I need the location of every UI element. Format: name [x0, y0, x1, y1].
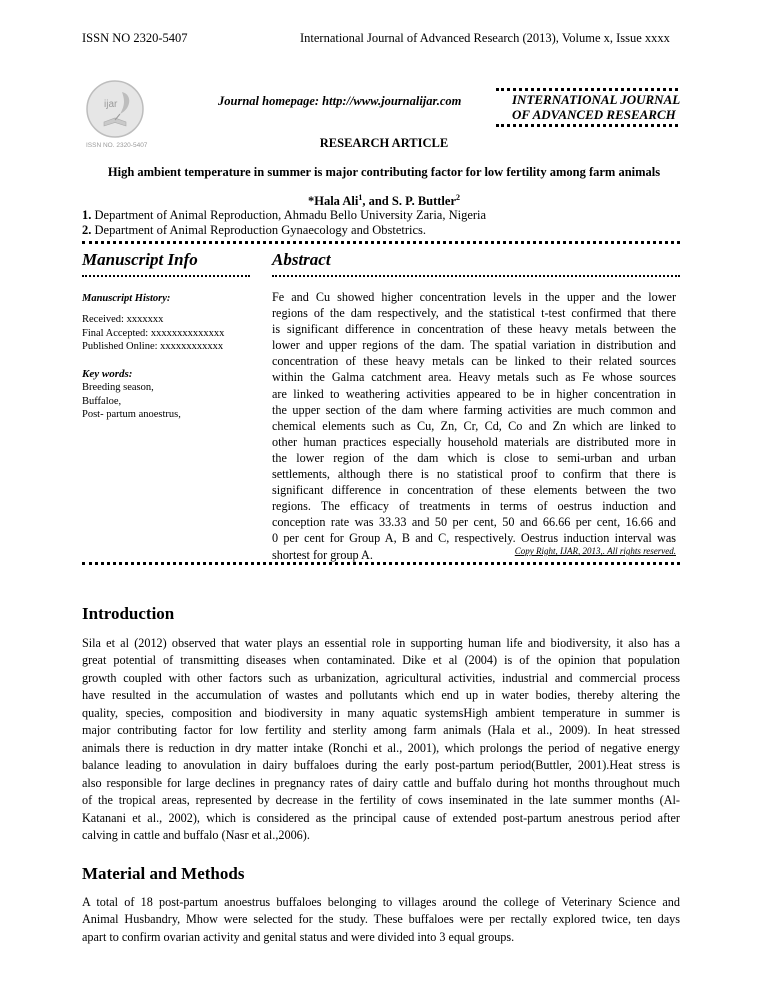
paragraph-line: Sila et al (2012) observed that water plays an essential role in supporting human life and biodiversity, it also has a [82, 636, 680, 650]
abstract-line: concentration of these heavy metals can be linked to their related sources [272, 354, 676, 369]
paragraph-line: have resulted in the accumulation of wastes and pollutants which end up in water bodies, thereby altering the [82, 688, 680, 703]
paragraph-line: of the tropical areas, represented by decrease in the fertility of cows inseminated in the late summer months (Al- [82, 793, 680, 808]
keyword: Buffaloe, [82, 395, 122, 407]
manuscript-history-label: Manuscript History: [82, 293, 171, 304]
paragraph-line: great potential of transmitting diseases when contaminated. Dike et al (2004) is of the opinion that population [82, 653, 680, 668]
logo-text: ijar [104, 99, 118, 110]
manuscript-history [82, 313, 224, 354]
abstract-rule [272, 275, 680, 277]
affiliation-1-text: Department of Animal Reproduction, Ahmadu Bello University Zaria, Nigeria [94, 208, 487, 222]
author-2-affil: 2 [456, 193, 460, 202]
abstract-line: conception rate was 33.33 and 50 per cent, 50 and 66.66 per cent, 16.66 and [272, 515, 676, 530]
keyword: Breeding season, [82, 382, 154, 393]
journal-name-line2: OF ADVANCED RESEARCH [512, 107, 676, 122]
abstract-line: Fe and Cu showed higher concentration levels in the upper and the lower [272, 290, 676, 304]
article-title: High ambient temperature in summer is major contributing factor for low fertility among farm animals [107, 165, 661, 179]
paragraph-line: also responsible for large declines in pregnancy rates of dairy cattle and buffalo during hot months throughout much [82, 775, 680, 790]
author-joiner: , and [362, 194, 392, 209]
journal-name-bottom-rule [496, 124, 678, 127]
affiliation-1-num: 1. [82, 208, 92, 222]
author-1-affil: 1 [358, 193, 363, 202]
published-date: Published Online: xxxxxxxxxxxx [82, 341, 224, 352]
paragraph-line: apart to confirm ovarian activity and genital status and were divided into 3 equal groups. [82, 929, 515, 944]
introduction-body [82, 635, 680, 844]
journal-name-top-rule [496, 88, 678, 91]
abstract-line: other human practices especially household materials are distributed more in [272, 434, 676, 449]
abstract-line: lower and upper regions of the dam. The spatial variation in distribution and [272, 338, 676, 353]
paragraph-line: Animal Husbandry, Mhow were selected for the study. These buffaloes were per rectally explored twice, ten days [82, 912, 680, 927]
abstract-line: is significant difference in concentration of these heavy metals between the [272, 322, 676, 337]
affiliation-2-text: Department of Animal Reproduction Gynaecology and Obstetrics. [94, 223, 427, 237]
abstract-line: shortest for group A. [272, 547, 373, 562]
abstract-line: chemical elements such as Cu, Zn, Cr, Cd, Co and Zn which are linked to [272, 418, 676, 433]
logo-issn-caption: ISSN NO. 2320-5407 [86, 142, 148, 149]
section-divider-bottom [82, 562, 680, 565]
affiliation-1 [82, 208, 486, 223]
paragraph-line: major contributing factor for low fertility and sterlity among farm animals (Hala et al., 2009). In heat stressed [82, 723, 680, 738]
keywords-label: Key words: [82, 368, 133, 380]
keywords-list [82, 381, 181, 422]
paragraph-line: A total of 18 post-partum anoestrus buffaloes belonging to villages around the college of Veterinary Science and [82, 895, 680, 909]
issn-header: ISSN NO 2320-5407 [82, 31, 188, 45]
keyword: Post- partum anoestrus, [82, 409, 181, 420]
abstract-line: the lower region of the dam which is close to semi-urban and urban [272, 450, 676, 465]
article-type: RESEARCH ARTICLE [319, 136, 449, 150]
copyright-notice: Copy Right, IJAR, 2013,. All rights reserved. [514, 546, 676, 556]
abstract-body [272, 289, 676, 563]
abstract-line: regions of the dam respectively, and the statistical t-test confirmed that there [272, 306, 676, 321]
author-list [0, 193, 768, 209]
abstract-line: the upper section of the dam where farming activities are much common and [272, 402, 676, 417]
author-1: *Hala Ali [307, 194, 359, 209]
methods-heading: Material and Methods [82, 864, 245, 883]
author-2: S. P. Buttler [391, 194, 456, 209]
abstract-line: are linked to weathering activities appeared to be in higher concentration in [272, 386, 676, 401]
paragraph-line: growth coupled with other factors such as urbanization, agricultural activities, industrial and commercial process [82, 670, 680, 685]
journal-info-header: International Journal of Advanced Research (2013), Volume x, Issue xxxx [300, 31, 670, 45]
paragraph-line: balance leading to anovulation in dairy buffaloes during the early post-partum period(Buttler, 2001).Heat stress is [82, 758, 680, 773]
paragraph-line: animals there is reduction in dry matter intake (Ronchi et al., 2001), which prolongs the period of negative energy [82, 740, 680, 755]
journal-homepage: Journal homepage: http://www.journalijar.com [218, 94, 462, 108]
manuscript-info-rule [82, 275, 250, 277]
journal-name [512, 92, 680, 122]
abstract-line: 0 per cent for Group A, B and C, respectively. Oestrus induction interval was [272, 531, 676, 546]
paragraph-line: calving in cattle and buffalo (Nasr et al.,2006). [82, 827, 310, 842]
section-divider-top [82, 241, 680, 244]
affiliation-2 [82, 223, 426, 238]
accepted-date: Final Accepted: xxxxxxxxxxxxxx [82, 327, 225, 339]
abstract-line: settlements, although there is no statistical proof to confirm that there is [272, 467, 676, 482]
methods-body [82, 894, 680, 946]
paragraph-line: quality, species, composition and biodiversity in many aquatic systemsHigh ambient temperature in summer is [82, 705, 680, 720]
received-date: Received: xxxxxxx [82, 314, 164, 325]
manuscript-info-title: Manuscript Info [82, 250, 198, 269]
paragraph-line: Katanani et al., 2002), which is considered as the principal cause of extended post-partum anestrous period after [82, 810, 680, 825]
abstract-line: significant difference in concentration of these elements between the two [272, 483, 676, 498]
abstract-title: Abstract [272, 250, 331, 269]
abstract-line: within the Galma catchment area. Heavy metals such as Fe whose sources [272, 370, 676, 385]
affiliation-2-num: 2. [82, 223, 92, 237]
introduction-heading: Introduction [82, 604, 175, 623]
abstract-line: regions. The efficacy of treatments in terms of oestrus induction and [272, 499, 676, 514]
journal-name-line1: INTERNATIONAL JOURNAL [512, 92, 681, 107]
